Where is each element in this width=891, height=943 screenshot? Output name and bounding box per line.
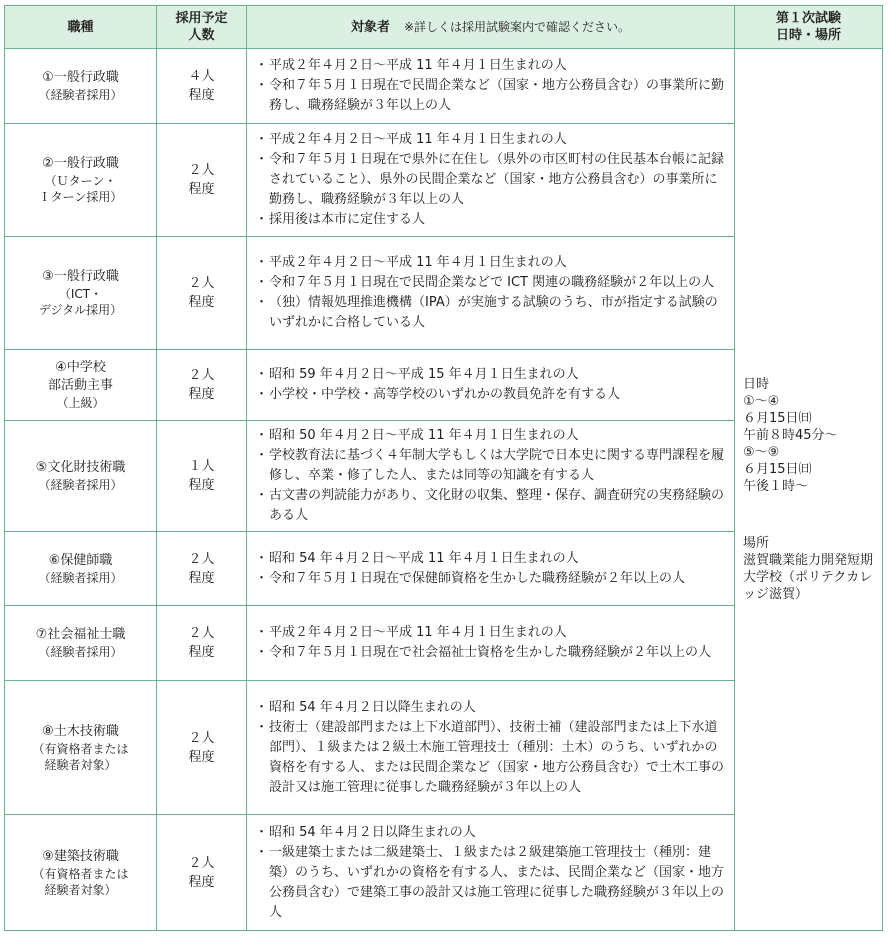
exam-place: 滋賀職業能力開発短期大学校（ポリテクカレッジ滋賀）: [743, 553, 874, 602]
exam-time2: 午後１時～: [743, 479, 809, 494]
count-cell: [157, 606, 247, 681]
job-note: （有資格者または: [32, 866, 129, 881]
count-unit: 程度: [188, 387, 215, 402]
job-note: （Ｕターン・: [44, 174, 117, 188]
job-note: （ICT・: [58, 287, 103, 301]
count-cell: [157, 49, 247, 124]
header-exam: [735, 6, 883, 49]
job-title: ⑦社会福祉士職: [35, 627, 126, 642]
eligibility-cell: [247, 237, 735, 350]
count-unit: 程度: [188, 295, 215, 310]
job-title: ②一般行政職: [42, 156, 119, 171]
job-title: ①一般行政職: [42, 70, 119, 85]
job-note: （有資格者または: [32, 741, 129, 756]
job-title: ⑧土木技術職: [42, 723, 119, 739]
eligibility-item: ・ 平成２年４月２日～平成 11 年４月１日生まれの人: [257, 253, 726, 273]
exam-date2: ６月15日㈰: [743, 462, 812, 477]
job-note: （上級）: [56, 396, 105, 410]
eligibility-cell: [247, 815, 735, 931]
header-job: 職種: [5, 6, 157, 49]
count-cell: [157, 815, 247, 931]
eligibility-cell: [247, 49, 735, 124]
job-cell: [5, 681, 157, 815]
job-note: （経験者採用）: [38, 478, 123, 492]
count-unit: 程度: [188, 749, 215, 765]
count-value: ４人: [188, 69, 215, 84]
eligibility-item: ・ 昭和 59 年４月２日～平成 15 年４月１日生まれの人: [257, 365, 726, 385]
eligibility-cell: [247, 350, 735, 421]
exam-schedule-cell: [735, 49, 883, 931]
count-value: ２人: [188, 855, 215, 871]
job-title: ⑨建築技術職: [42, 848, 119, 864]
eligibility-item: ・ 技術士（建設部門または上下水道部門）、技術士補（建設部門または上下水道部門）、１級または２級土木施工管理技士（種別：土木）のうち、いずれかの資格を有する人、または民間企業など（国家・地方公務員含む）で土木工事の設計又は施工管理に従事した職務経験が３年以上の人: [257, 718, 726, 798]
count-value: １人: [188, 459, 215, 474]
job-cell: [5, 532, 157, 606]
eligibility-item: ・ 古文書の判読能力があり、文化財の収集、整理・保存、調査研究の実務経験のある人: [257, 486, 726, 526]
eligibility-item: ・ （独）情報処理推進機構（IPA）が実施する試験のうち、市が指定する試験のいずれかに合格している人: [257, 293, 726, 333]
count-value: ２人: [188, 730, 215, 746]
job-note: デジタル採用）: [38, 303, 123, 317]
eligibility-cell: [247, 421, 735, 532]
job-title-line2: 部活動主事: [47, 378, 113, 393]
exam-time1: 午前８時45分～: [743, 428, 838, 443]
job-cell: [5, 421, 157, 532]
eligibility-item: ・ 採用後は本市に定住する人: [257, 210, 726, 230]
count-cell: [157, 350, 247, 421]
eligibility-cell: [247, 606, 735, 681]
eligibility-cell: [247, 124, 735, 237]
eligibility-item: ・ 小学校・中学校・高等学校のいずれかの教員免許を有する人: [257, 385, 726, 405]
eligibility-item: ・ 学校教育法に基づく４年制大学もしくは大学院で日本史に関する専門課程を履修し、卒業・修了した人、または同等の知識を有する人: [257, 446, 726, 486]
count-value: ２人: [188, 276, 215, 291]
eligibility-cell: [247, 532, 735, 606]
job-cell: [5, 237, 157, 350]
exam-group2: ⑤～⑨: [743, 445, 780, 460]
count-cell: [157, 681, 247, 815]
eligibility-item: ・ 平成２年４月２日～平成 11 年４月１日生まれの人: [257, 623, 726, 643]
eligibility-item: ・ 昭和 54 年４月２日以降生まれの人: [257, 698, 726, 718]
job-note: （経験者採用）: [38, 570, 123, 585]
eligibility-item: ・ 一級建築士または二級建築士、１級または２級建築施工管理技士（種別：建築）のうち、いずれかの資格を有する人、または、民間企業など（国家・地方公務員含む）で建築工事の設計又は施工管理に従事した職務経験が３年以上の人: [257, 843, 726, 923]
eligibility-item: ・ 令和７年５月１日現在で社会福祉士資格を生かした職務経験が２年以上の人: [257, 643, 726, 663]
eligibility-item: ・ 平成２年４月２日～平成 11 年４月１日生まれの人: [257, 56, 726, 76]
recruitment-table: [4, 5, 883, 931]
job-cell: [5, 350, 157, 421]
count-unit: 程度: [188, 182, 215, 197]
header-count: [157, 6, 247, 49]
job-note: 経験者対象）: [44, 882, 117, 897]
header-count-line2: 人数: [188, 28, 215, 43]
job-title: ④中学校: [55, 360, 106, 375]
table-header-row: [5, 6, 883, 49]
job-note: （経験者採用）: [38, 88, 123, 102]
eligibility-item: ・ 昭和 54 年４月２日～平成 11 年４月１日生まれの人: [257, 549, 726, 569]
job-note: Ｉターン採用）: [38, 190, 123, 204]
exam-date1: ６月15日㈰: [743, 411, 812, 426]
eligibility-item: ・ 令和７年５月１日現在で民間企業などで ICT 関連の職務経験が２年以上の人: [257, 273, 726, 293]
eligibility-item: ・ 令和７年５月１日現在で県外に在住し（県外の市区町村の住民基本台帳に記録されていること）、県外の民間企業など（国家・地方公務員含む）の事業所に勤務し、職務経験が３年以上の人: [257, 150, 726, 210]
header-target: [247, 6, 735, 49]
job-cell: [5, 124, 157, 237]
count-unit: 程度: [188, 478, 215, 493]
eligibility-item: ・ 平成２年４月２日～平成 11 年４月１日生まれの人: [257, 130, 726, 150]
count-unit: 程度: [188, 874, 215, 890]
table-row: [5, 49, 883, 124]
eligibility-item: ・ 昭和 50 年４月２日～平成 11 年４月１日生まれの人: [257, 426, 726, 446]
exam-place-label: 場所: [743, 536, 770, 551]
eligibility-item: ・ 令和７年５月１日現在で保健師資格を生かした職務経験が２年以上の人: [257, 569, 726, 589]
eligibility-item: ・ 昭和 54 年４月２日以降生まれの人: [257, 823, 726, 843]
count-cell: [157, 124, 247, 237]
header-target-note: ※詳しくは採用試験案内で確認ください。: [403, 19, 631, 34]
count-cell: [157, 532, 247, 606]
header-target-label: 対象者: [350, 19, 390, 35]
count-unit: 程度: [188, 88, 215, 103]
header-exam-line2: 日時・場所: [775, 28, 841, 43]
job-cell: [5, 606, 157, 681]
count-value: ２人: [188, 551, 215, 567]
job-cell: [5, 49, 157, 124]
job-title: ⑥保健師職: [48, 552, 113, 568]
job-note: 経験者対象）: [44, 757, 117, 772]
job-title: ⑤文化財技術職: [35, 460, 126, 475]
count-unit: 程度: [188, 570, 215, 586]
eligibility-cell: [247, 681, 735, 815]
count-value: ２人: [188, 163, 215, 178]
count-cell: [157, 237, 247, 350]
job-title: ③一般行政職: [42, 269, 119, 284]
header-count-line1: 採用予定: [175, 11, 228, 26]
count-value: ２人: [188, 368, 215, 383]
count-value: ２人: [188, 626, 215, 641]
exam-group1: ①～④: [743, 394, 780, 409]
eligibility-item: ・ 令和７年５月１日現在で民間企業など（国家・地方公務員含む）の事業所に勤務し、職務経験が３年以上の人: [257, 76, 726, 116]
job-note: （経験者採用）: [38, 645, 123, 659]
count-cell: [157, 421, 247, 532]
exam-datetime-label: 日時: [743, 377, 770, 392]
job-cell: [5, 815, 157, 931]
header-exam-line1: 第１次試験: [775, 11, 841, 26]
count-unit: 程度: [188, 645, 215, 660]
